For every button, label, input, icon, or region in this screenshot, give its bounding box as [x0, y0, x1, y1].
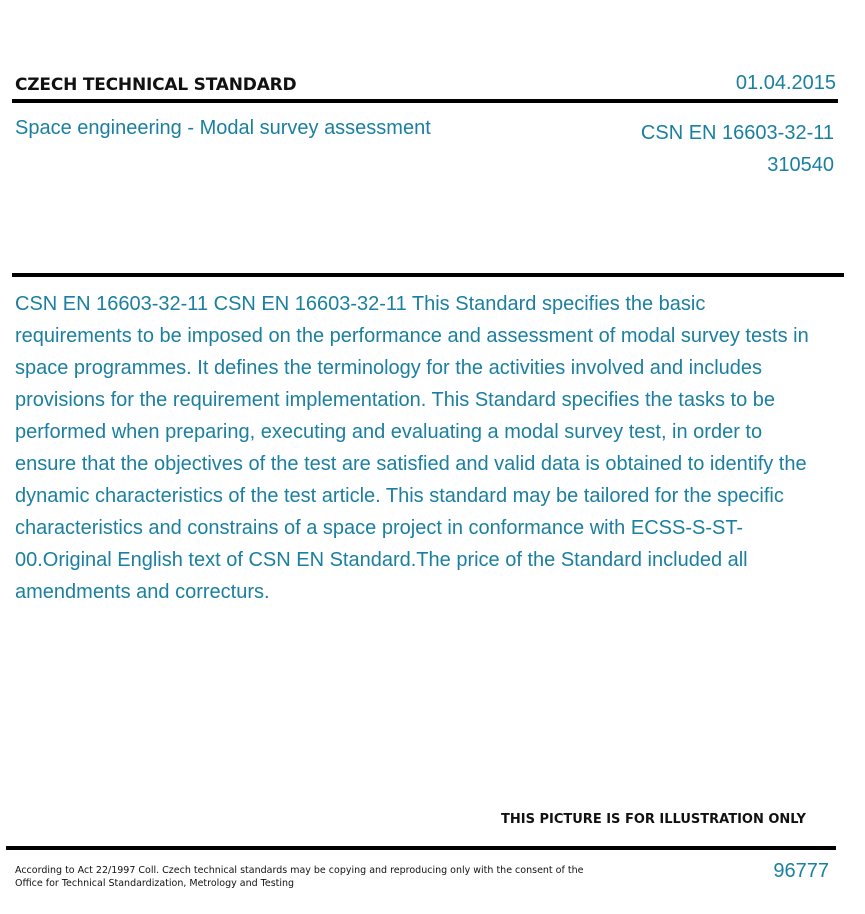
title-divider — [12, 273, 844, 277]
legal-notice: According to Act 22/1997 Coll. Czech technical standards may be copying and reproducing only with the consent of the Office for Technical Standardization, Metrology and Testing — [15, 865, 584, 889]
publication-date: 01.04.2015 — [735, 72, 836, 94]
standard-type-heading: CZECH TECHNICAL STANDARD — [15, 75, 297, 95]
standard-code-block — [641, 117, 834, 181]
standard-title: Space engineering - Modal survey assessment — [15, 117, 431, 139]
footer-divider — [6, 846, 836, 850]
header-divider — [12, 99, 838, 103]
standard-code: CSN EN 16603-32-11 — [640, 122, 834, 144]
classification-number: 310540 — [767, 154, 834, 176]
illustration-notice: THIS PICTURE IS FOR ILLUSTRATION ONLY — [501, 812, 806, 827]
document-number: 96777 — [773, 860, 829, 882]
standard-description: CSN EN 16603-32-11 CSN EN 16603-32-11 This Standard specifies the basic requirements to be imposed on the performance and assessment of modal survey tests in space programmes. It defines the terminology for the activities involved and includes provisions for the requirement implementation. This Standard specifies the tasks to be performed when preparing, executing and evaluating a modal survey test, in order to ensure that the objectives of the test are satisfied and valid data is obtained to identify the dynamic characteristics of the test article. This standard may be tailored for the specific characteristics and constrains of a space project in conformance with ECSS-S-ST-00.Original English text of CSN EN Standard.The price of the Standard included all amendments and correcturs. — [15, 293, 809, 603]
